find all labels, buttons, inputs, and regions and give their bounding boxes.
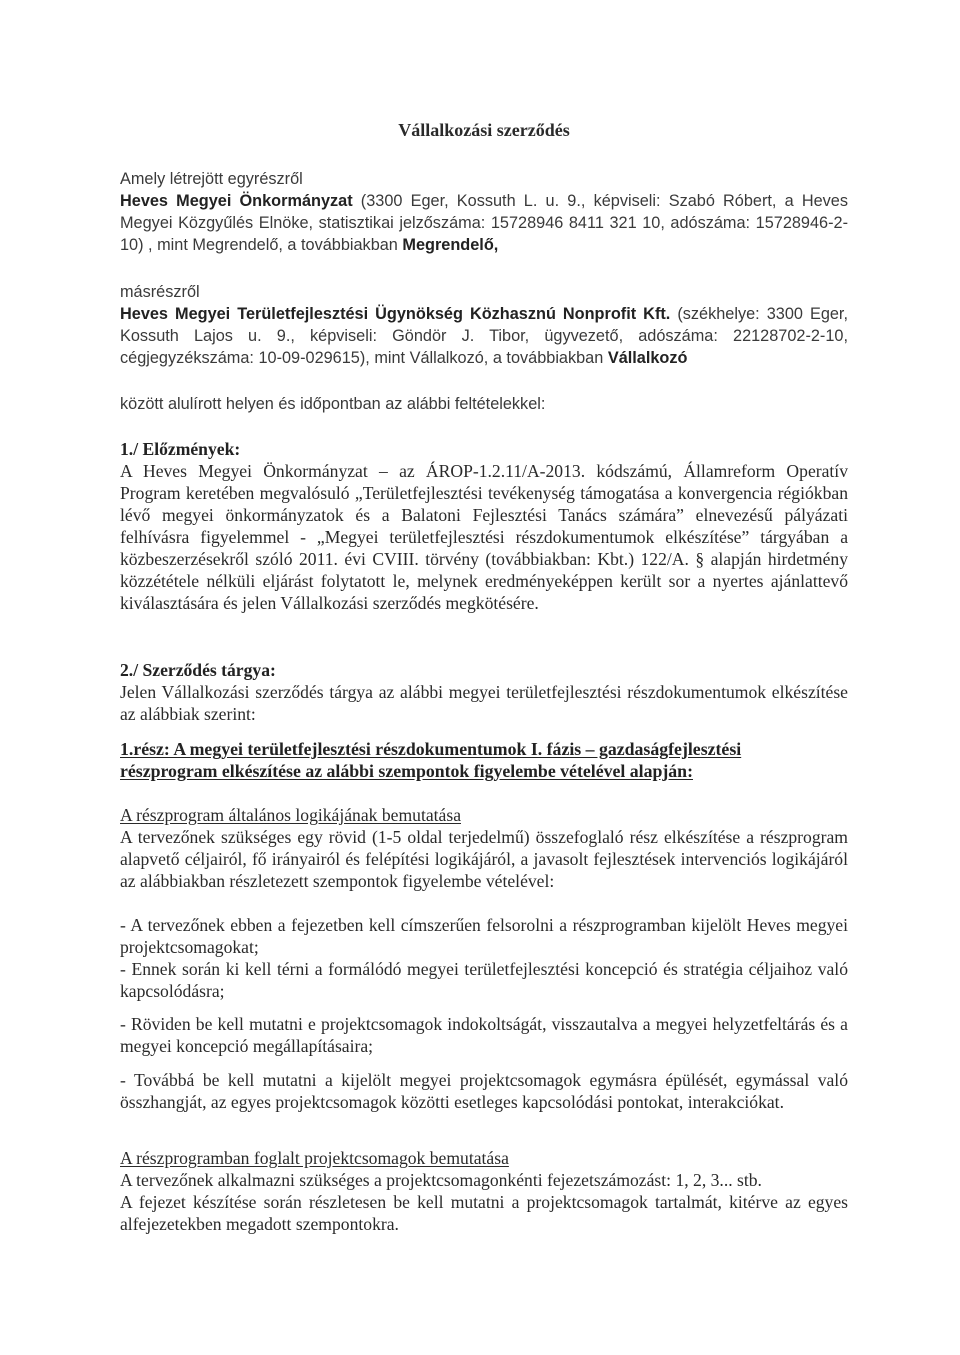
part1-heading-line2: részprogram elkészítése az alábbi szempontok figyelembe vételével alapján: bbox=[120, 761, 693, 781]
other-side-text: másrészről bbox=[120, 283, 200, 301]
section1-text: A Heves Megyei Önkormányzat – az ÁROP-1.2.11/A-2013. kódszámú, Államreform Operatív Program keretében megvalósuló „Területfejlesztési tevékenység támogatása a konvergencia régiókban lévő megyei önkormányzatok és a Balatoni Fejlesztési Tanács számára” elnevezésű pályázati felhívásra figyelemmel - „Megyei területfejlesztési részdokumentumok elkészítése” tárgyában a közbeszerzésekről szóló 2011. évi CVIII. törvény (továbbiakban: Kbt.) 122/A. § alapján hirdetmény közzététele nélküli eljárást folytatott le, melynek eredményeképpen került sor a nyertes ajánlattevő kiválasztására és jelen Vállalkozási szerződés megkötésére. bbox=[120, 461, 848, 613]
section2-text: Jelen Vállalkozási szerződés tárgya az alábbi megyei területfejlesztési részdokumentumok elkészítése az alábbiak szerint: bbox=[120, 682, 848, 724]
party2-name: Heves Megyei Területfejlesztési Ügynökség Közhasznú Nonprofit Kft. bbox=[120, 305, 671, 323]
between-text: között alulírott helyen és időpontban az alábbi feltételekkel: bbox=[120, 395, 546, 413]
subsection2-text: A fejezet készítése során részletesen be kell mutatni a projektcsomagok tartalmát, kitérve az egyes alfejezetekben megadott szempontokra. bbox=[120, 1192, 848, 1234]
party1-paragraph bbox=[120, 190, 848, 256]
bullet-item: - Ennek során ki kell térni a formálódó megyei területfejlesztési koncepció és stratégia céljaihoz való kapcsolódásra; bbox=[120, 959, 848, 1001]
party1-details: (3300 Eger, Kossuth L. u. 9., képviseli: Szabó Róbert, a Heves Megyei Közgyűlés Elnöke, statisztikai jelzőszáma: 15728946 8411 321 10, adószáma: 15728946-2-10) , mint Megrendelő, a továbbiakban bbox=[120, 192, 848, 254]
section2-heading: 2./ Szerződés tárgya: bbox=[120, 660, 276, 680]
party2-role: Vállalkozó bbox=[607, 349, 688, 367]
party1-name: Heves Megyei Önkormányzat bbox=[120, 192, 353, 210]
bullet-item: - Továbbá be kell mutatni a kijelölt megyei projektcsomagok egymásra épülését, egymással való összhangját, az egyes projektcsomagok közötti esetleges kapcsolódási pontokat, interakciókat. bbox=[120, 1070, 848, 1112]
bullet-item: - Röviden be kell mutatni e projektcsomagok indokoltságát, visszautalva a megyei helyzetfeltárás és a megyei koncepció megállapításaira; bbox=[120, 1014, 848, 1056]
section1-heading: 1./ Előzmények: bbox=[120, 439, 241, 459]
party2-details: (székhelye: 3300 Eger, Kossuth Lajos u. 9., képviseli: Göndör J. Tibor, ügyvezető, adószáma: 22128702-2-10, cégjegyzékszáma: 10-09-029615), mint Vállalkozó, a továbbiakban bbox=[120, 305, 848, 367]
subsection2-line1: A tervezőnek alkalmazni szükséges a projektcsomagonkénti fejezetszámozást: 1, 2, 3... stb. bbox=[120, 1170, 762, 1190]
party2-paragraph bbox=[120, 303, 848, 369]
subsection1-heading: A részprogram általános logikájának bemutatása bbox=[120, 805, 461, 825]
part1-heading-line1: 1.rész: A megyei területfejlesztési részdokumentumok I. fázis – gazdaságfejlesztési bbox=[120, 739, 742, 759]
subsection1-text: A tervezőnek szükséges egy rövid (1-5 oldal terjedelmű) összefoglaló rész elkészítése a részprogram alapvető céljairól, fő irányairól és felépítési logikájáról, a javasolt fejlesztések intervenciós logikájáról az alábbiakban részletezett szempontok figyelembe vételével: bbox=[120, 827, 848, 891]
bullet-item: - A tervezőnek ebben a fejezetben kell címszerűen felsorolni a részprogramban kijelölt Heves megyei projektcsomagokat; bbox=[120, 915, 848, 957]
part1-heading bbox=[120, 738, 848, 782]
document-title: Vállalkozási szerződés bbox=[398, 120, 570, 140]
party1-role: Megrendelő, bbox=[402, 236, 499, 254]
subsection2-heading: A részprogramban foglalt projektcsomagok bemutatása bbox=[120, 1148, 509, 1168]
intro-text: Amely létrejött egyrészről bbox=[120, 170, 303, 188]
